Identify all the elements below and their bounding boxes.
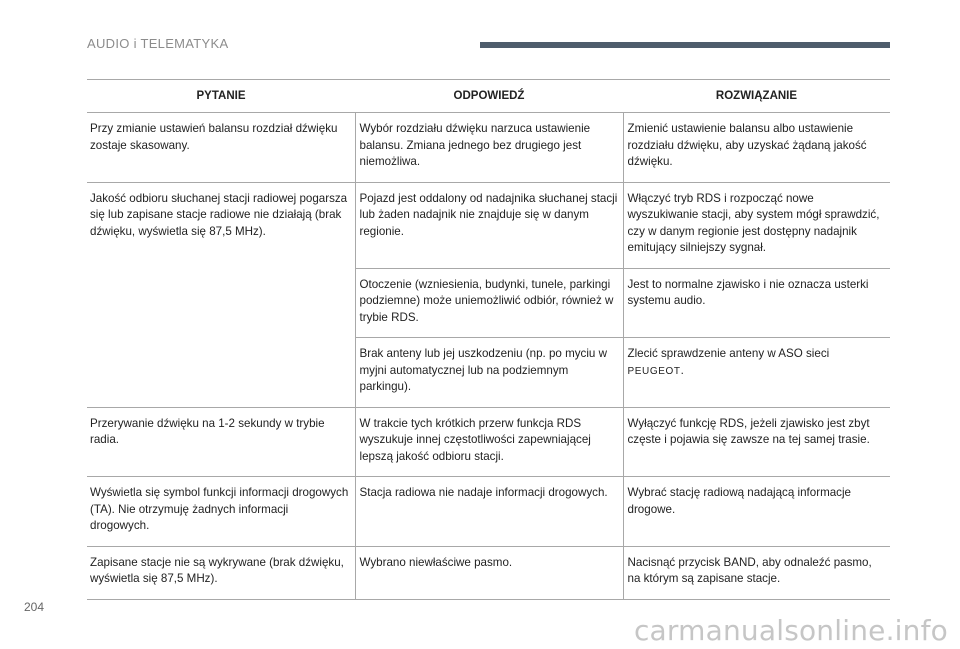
solution-cell: Jest to normalne zjawisko i nie oznacza usterki systemu audio. <box>623 268 890 338</box>
solution-suffix: . <box>680 363 684 377</box>
watermark: carmanualsonline.info <box>633 614 948 647</box>
table-header-row <box>87 80 890 113</box>
question-cell: Przy zmianie ustawień balansu rozdział dźwięku zostaje skasowany. <box>87 113 355 183</box>
answer-cell: Wybór rozdziału dźwięku narzuca ustawienie balansu. Zmiana jednego bez drugiego jest niemożliwa. <box>355 113 623 183</box>
answer-cell: Brak anteny lub jej uszkodzeniu (np. po myciu w myjni automatycznej lub na podziemnym parkingu). <box>355 338 623 408</box>
answer-cell: Stacja radiowa nie nadaje informacji drogowych. <box>355 477 623 547</box>
table-row <box>87 546 890 599</box>
table-row <box>87 113 890 183</box>
solution-cell <box>623 338 890 408</box>
answer-cell: W trakcie tych krótkich przerw funkcja RDS wyszukuje innej częstotliwości zapewniającej lepszą jakość odbioru stacji. <box>355 407 623 477</box>
section-header-bar <box>480 42 890 48</box>
question-cell: Wyświetla się symbol funkcji informacji drogowych (TA). Nie otrzymuję żadnych informacji drogowych. <box>87 477 355 547</box>
answer-cell: Otoczenie (wzniesienia, budynki, tunele, parkingi podziemne) może uniemożliwić odbiór, również w trybie RDS. <box>355 268 623 338</box>
section-title: AUDIO i TELEMATYKA <box>87 36 229 51</box>
question-cell: Przerywanie dźwięku na 1-2 sekundy w trybie radia. <box>87 407 355 477</box>
table-row <box>87 477 890 547</box>
solution-cell: Zmienić ustawienie balansu albo ustawienie rozdziału dźwięku, aby uzyskać żądaną jakość dźwięku. <box>623 113 890 183</box>
page-number: 204 <box>24 600 45 614</box>
column-header-answer: ODPOWIEDŹ <box>355 80 623 113</box>
solution-text: Zlecić sprawdzenie anteny w ASO sieci <box>627 347 830 360</box>
solution-cell: Wyłączyć funkcję RDS, jeżeli zjawisko jest zbyt częste i pojawia się zawsze na tej samej trasie. <box>623 407 890 477</box>
solution-cell: Włączyć tryb RDS i rozpocząć nowe wyszukiwanie stacji, aby system mógł sprawdzić, czy w danym regionie jest dostępny nadajnik emitujący silniejszy sygnał. <box>623 182 890 268</box>
solution-cell: Wybrać stację radiową nadającą informacje drogowe. <box>623 477 890 547</box>
table-row <box>87 182 890 268</box>
troubleshooting-table <box>87 79 890 600</box>
table-row <box>87 407 890 477</box>
solution-cell: Nacisnąć przycisk BAND, aby odnaleźć pasmo, na którym są zapisane stacje. <box>623 546 890 599</box>
question-cell: Zapisane stacje nie są wykrywane (brak dźwięku, wyświetla się 87,5 MHz). <box>87 546 355 599</box>
question-cell: Jakość odbioru słuchanej stacji radiowej pogarsza się lub zapisane stacje radiowe nie działają (brak dźwięku, wyświetla się 87,5 MHz). <box>87 182 355 407</box>
column-header-question: PYTANIE <box>87 80 355 113</box>
answer-cell: Wybrano niewłaściwe pasmo. <box>355 546 623 599</box>
brand-name: PEUGEOT <box>627 365 681 377</box>
answer-cell: Pojazd jest oddalony od nadajnika słuchanej stacji lub żaden nadajnik nie znajduje się w danym regionie. <box>355 182 623 268</box>
column-header-solution: ROZWIĄZANIE <box>623 80 890 113</box>
